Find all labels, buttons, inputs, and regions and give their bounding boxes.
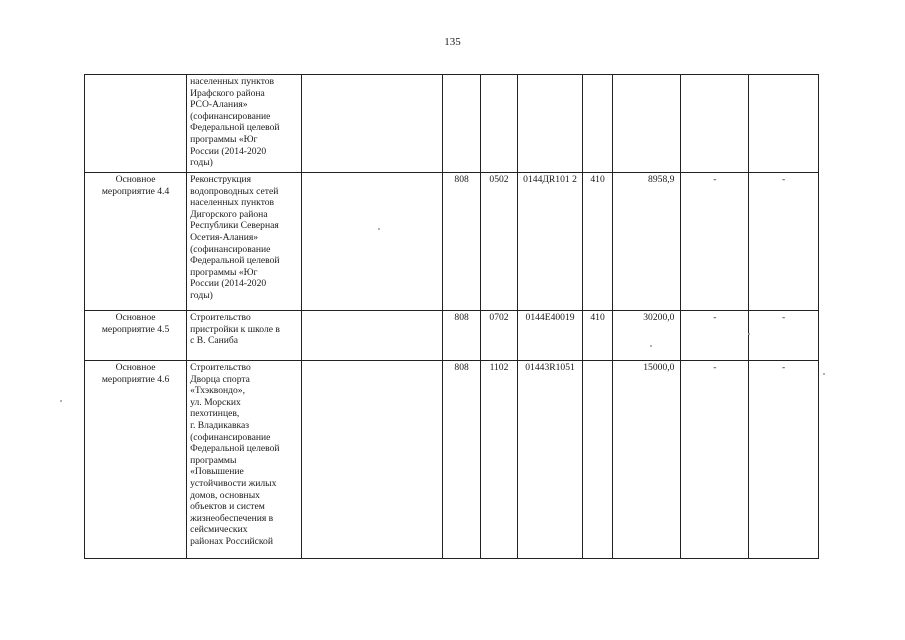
scan-speck — [823, 373, 825, 375]
activity-description-cell — [187, 361, 302, 559]
page-number: 135 — [444, 36, 461, 48]
csr-cell: 0144E40019 — [517, 311, 583, 361]
description-line: пехотинцев, — [190, 408, 240, 420]
description-line: Строительство — [190, 312, 251, 323]
activity-description-cell — [187, 173, 302, 311]
grbs-cell: 808 — [442, 173, 480, 311]
grbs-cell — [442, 75, 480, 173]
description-line: годы) — [190, 289, 213, 301]
amount-year3-cell — [749, 75, 819, 173]
amount-year1-cell: 8958,9 — [612, 173, 681, 311]
amount-year2-cell: - — [681, 173, 749, 311]
table-row — [85, 173, 819, 311]
scan-speck — [748, 333, 750, 335]
description-line: годы) — [190, 157, 213, 169]
grbs-cell: 808 — [442, 311, 480, 361]
description-line: населенных пунктов — [190, 76, 275, 87]
grbs-cell: 808 — [442, 361, 480, 559]
table-row — [85, 361, 819, 559]
amount-year1-cell: 30200,0 — [612, 311, 681, 361]
rz-pr-cell: 0702 — [481, 311, 517, 361]
amount-year2-cell: - — [681, 361, 749, 559]
description-line: (софинансирование — [190, 431, 271, 443]
description-line: г. Владикавказ — [190, 419, 250, 431]
scan-speck — [60, 400, 62, 402]
amount-year1-cell: 15000,0 — [612, 361, 681, 559]
description-line: Дворца спорта — [190, 373, 250, 385]
amount-year2-cell: - — [681, 311, 749, 361]
description-line: водопроводных сетей — [190, 185, 279, 197]
description-line: Республики Северная — [190, 220, 279, 232]
activity-description-cell — [187, 75, 302, 173]
description-line: России (2014-2020 — [190, 278, 267, 290]
description-line: (софинансирование — [190, 110, 271, 122]
amount-year2-cell — [681, 75, 749, 173]
table-row — [85, 311, 819, 361]
description-line: программы — [190, 454, 237, 466]
executor-cell — [302, 361, 443, 559]
description-line: (софинансирование — [190, 243, 271, 255]
description-line: «Тхэквондо», — [190, 385, 246, 397]
activity-title-cell: Основное мероприятие 4.6 — [85, 361, 187, 559]
amount-year3-cell: - — [749, 173, 819, 311]
description-line: Строительство — [190, 362, 251, 373]
budget-table — [84, 74, 819, 559]
amount-year1-cell — [612, 75, 681, 173]
vr-cell: 410 — [583, 173, 612, 311]
description-line: населенных пунктов — [190, 197, 275, 209]
amount-year3-cell: - — [749, 361, 819, 559]
description-line: домов, основных — [190, 489, 260, 501]
rz-pr-cell: 0502 — [481, 173, 517, 311]
vr-cell: 410 — [583, 311, 612, 361]
description-line: пристройки к школе в — [190, 323, 280, 335]
description-line: Федеральной целевой — [190, 443, 280, 455]
description-line: жизнеобеспечения в — [190, 512, 274, 524]
activity-description-cell — [187, 311, 302, 361]
description-line: с В. Саниба — [190, 335, 239, 347]
description-line: Федеральной целевой — [190, 122, 280, 134]
description-line: Реконструкция — [190, 174, 252, 185]
description-line: ул. Морских — [190, 396, 241, 408]
csr-cell: 0144ДR101 2 — [517, 173, 583, 311]
executor-cell — [302, 311, 443, 361]
description-line: Ирафского района — [190, 87, 265, 99]
executor-cell — [302, 173, 443, 311]
csr-cell: 01443R1051 — [517, 361, 583, 559]
scan-speck — [378, 228, 380, 230]
description-line: программы «Юг — [190, 266, 258, 278]
rz-pr-cell — [481, 75, 517, 173]
description-line: Осетия-Алания» — [190, 231, 259, 243]
description-line: Дигорского района — [190, 208, 268, 220]
description-line: «Повышение — [190, 466, 244, 478]
description-line: сейсмических — [190, 524, 248, 536]
amount-year3-cell: - — [749, 311, 819, 361]
activity-title-cell: Основное мероприятие 4.4 — [85, 173, 187, 311]
description-line: объектов и систем — [190, 501, 265, 513]
description-line: России (2014-2020 — [190, 145, 267, 157]
scan-speck — [650, 345, 652, 347]
rz-pr-cell: 1102 — [481, 361, 517, 559]
description-line: Федеральной целевой — [190, 255, 280, 267]
description-line: устойчивости жилых — [190, 477, 277, 489]
vr-cell — [583, 75, 612, 173]
activity-title-cell: Основное мероприятие 4.5 — [85, 311, 187, 361]
description-line: программы «Юг — [190, 133, 258, 145]
description-line: РСО-Алания» — [190, 99, 248, 111]
csr-cell — [517, 75, 583, 173]
activity-title-cell — [85, 75, 187, 173]
executor-cell — [302, 75, 443, 173]
description-line: районах Российской — [190, 535, 273, 547]
vr-cell — [583, 361, 612, 559]
table-row — [85, 75, 819, 173]
